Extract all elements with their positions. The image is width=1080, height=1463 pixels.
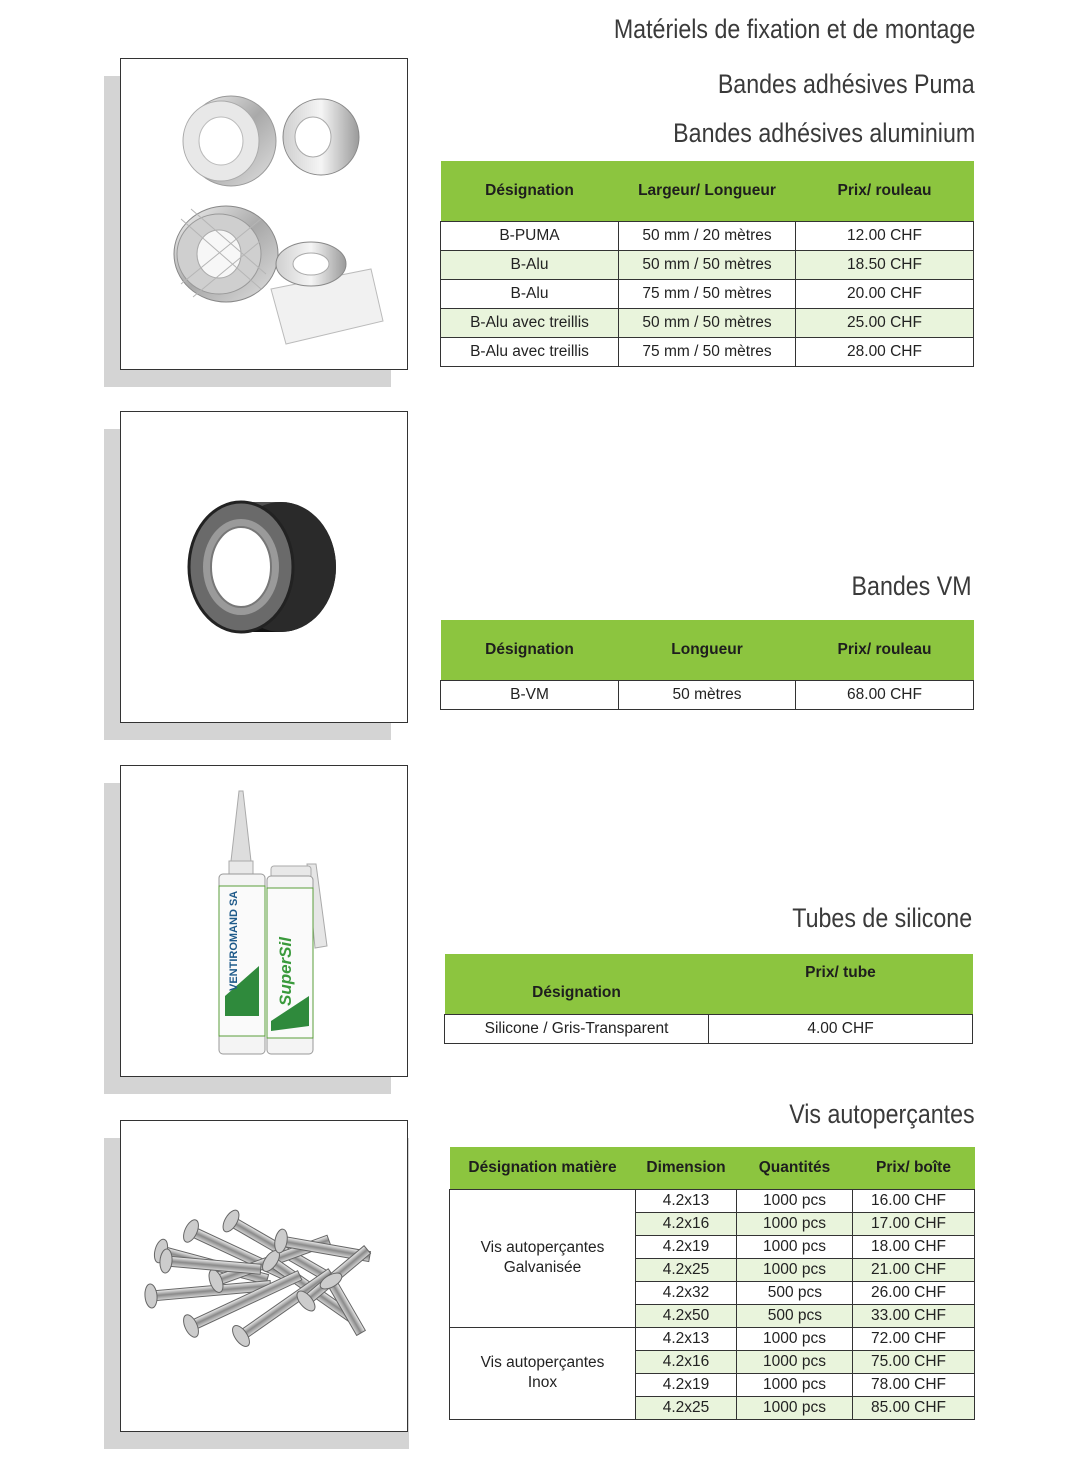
price-cell: 4.00 CHF — [709, 1014, 973, 1043]
vm-price-table — [440, 620, 974, 710]
material-cell — [450, 1327, 636, 1419]
col-header: Longueur — [619, 620, 796, 680]
col-header: Dimension — [636, 1147, 737, 1189]
aluminium-price-table — [440, 161, 974, 367]
price-cell: 68.00 CHF — [796, 680, 974, 709]
material-name: Vis autoperçantes — [480, 1354, 605, 1371]
col-header: Prix/ rouleau — [796, 161, 974, 221]
dimension-cell: 4.2x19 — [636, 1235, 737, 1258]
quantity-cell: 1000 pcs — [737, 1373, 853, 1396]
vm-tape-image — [121, 412, 406, 721]
col-header: Prix/ tube — [709, 954, 973, 1014]
quantity-cell: 1000 pcs — [737, 1189, 853, 1212]
table-row — [441, 337, 974, 366]
dimension-cell: 4.2x16 — [636, 1212, 737, 1235]
price-cell: 21.00 CHF — [853, 1258, 975, 1281]
table-row — [450, 1189, 975, 1212]
material-cell — [450, 1189, 636, 1327]
quantity-cell: 500 pcs — [737, 1304, 853, 1327]
silicone-title: Tubes de silicone — [792, 903, 972, 933]
price-cell: 18.00 CHF — [853, 1235, 975, 1258]
designation-cell: B-Alu — [441, 250, 619, 279]
aluminium-tape-photo — [120, 58, 408, 370]
silicone-price-table — [444, 954, 973, 1044]
dimension-cell: 4.2x32 — [636, 1281, 737, 1304]
table-row — [450, 1327, 975, 1350]
length-cell: 50 mètres — [619, 680, 796, 709]
price-cell: 20.00 CHF — [796, 279, 974, 308]
material-variant: Inox — [527, 1374, 558, 1391]
table-row — [441, 680, 974, 709]
price-cell: 25.00 CHF — [796, 308, 974, 337]
col-header: Prix/ rouleau — [796, 620, 974, 680]
price-cell: 16.00 CHF — [853, 1189, 975, 1212]
price-cell: 33.00 CHF — [853, 1304, 975, 1327]
dimension-cell: 4.2x13 — [636, 1327, 737, 1350]
silicone-tubes-image — [121, 766, 406, 1075]
size-cell: 50 mm / 20 mètres — [619, 221, 796, 250]
col-header: Quantités — [737, 1147, 853, 1189]
col-header: Désignation — [441, 620, 619, 680]
quantity-cell: 500 pcs — [737, 1281, 853, 1304]
designation-cell: B-Alu avec treillis — [441, 337, 619, 366]
tube-label-ventiromand: VENTIROMAND SA — [228, 890, 240, 991]
price-cell: 72.00 CHF — [853, 1327, 975, 1350]
dimension-cell: 4.2x50 — [636, 1304, 737, 1327]
dimension-cell: 4.2x19 — [636, 1373, 737, 1396]
tube-label-supersil: SuperSil — [276, 937, 295, 1006]
designation-cell: Silicone / Gris-Transparent — [445, 1014, 709, 1043]
price-cell: 17.00 CHF — [853, 1212, 975, 1235]
col-header: Désignation matière — [450, 1147, 636, 1189]
vm-title: Bandes VM — [851, 571, 972, 601]
silicone-photo — [120, 765, 408, 1077]
vis-title: Vis autoperçantes — [789, 1099, 975, 1129]
dimension-cell: 4.2x13 — [636, 1189, 737, 1212]
price-cell: 75.00 CHF — [853, 1350, 975, 1373]
brand-subtitle: Bandes adhésives Puma — [718, 69, 975, 99]
material-name: Vis autoperçantes — [480, 1239, 605, 1256]
price-cell: 26.00 CHF — [853, 1281, 975, 1304]
size-cell: 75 mm / 50 mètres — [619, 279, 796, 308]
vm-tape-photo — [120, 411, 408, 723]
screws-photo — [120, 1120, 408, 1432]
col-header: Désignation — [441, 161, 619, 221]
quantity-cell: 1000 pcs — [737, 1396, 853, 1419]
col-header: Largeur/ Longueur — [619, 161, 796, 221]
quantity-cell: 1000 pcs — [737, 1258, 853, 1281]
table-row — [441, 308, 974, 337]
size-cell: 50 mm / 50 mètres — [619, 308, 796, 337]
designation-cell: B-VM — [441, 680, 619, 709]
quantity-cell: 1000 pcs — [737, 1212, 853, 1235]
size-cell: 50 mm / 50 mètres — [619, 250, 796, 279]
dimension-cell: 4.2x25 — [636, 1258, 737, 1281]
price-cell: 12.00 CHF — [796, 221, 974, 250]
designation-cell: B-PUMA — [441, 221, 619, 250]
quantity-cell: 1000 pcs — [737, 1235, 853, 1258]
aluminium-title: Bandes adhésives aluminium — [672, 118, 975, 148]
col-header: Prix/ boîte — [853, 1147, 975, 1189]
price-cell: 18.50 CHF — [796, 250, 974, 279]
table-row — [441, 221, 974, 250]
material-variant: Galvanisée — [503, 1259, 582, 1276]
price-cell: 85.00 CHF — [853, 1396, 975, 1419]
dimension-cell: 4.2x16 — [636, 1350, 737, 1373]
price-cell: 78.00 CHF — [853, 1373, 975, 1396]
quantity-cell: 1000 pcs — [737, 1327, 853, 1350]
price-cell: 28.00 CHF — [796, 337, 974, 366]
screws-image — [121, 1121, 406, 1430]
col-header: Désignation — [445, 954, 709, 1014]
dimension-cell: 4.2x25 — [636, 1396, 737, 1419]
designation-cell: B-Alu avec treillis — [441, 308, 619, 337]
table-row — [441, 279, 974, 308]
table-row — [445, 1014, 973, 1043]
aluminium-tape-image — [121, 59, 406, 368]
page-title: Matériels de fixation et de montage — [613, 14, 975, 44]
vis-price-table — [449, 1147, 975, 1420]
designation-cell: B-Alu — [441, 279, 619, 308]
table-row — [441, 250, 974, 279]
size-cell: 75 mm / 50 mètres — [619, 337, 796, 366]
quantity-cell: 1000 pcs — [737, 1350, 853, 1373]
